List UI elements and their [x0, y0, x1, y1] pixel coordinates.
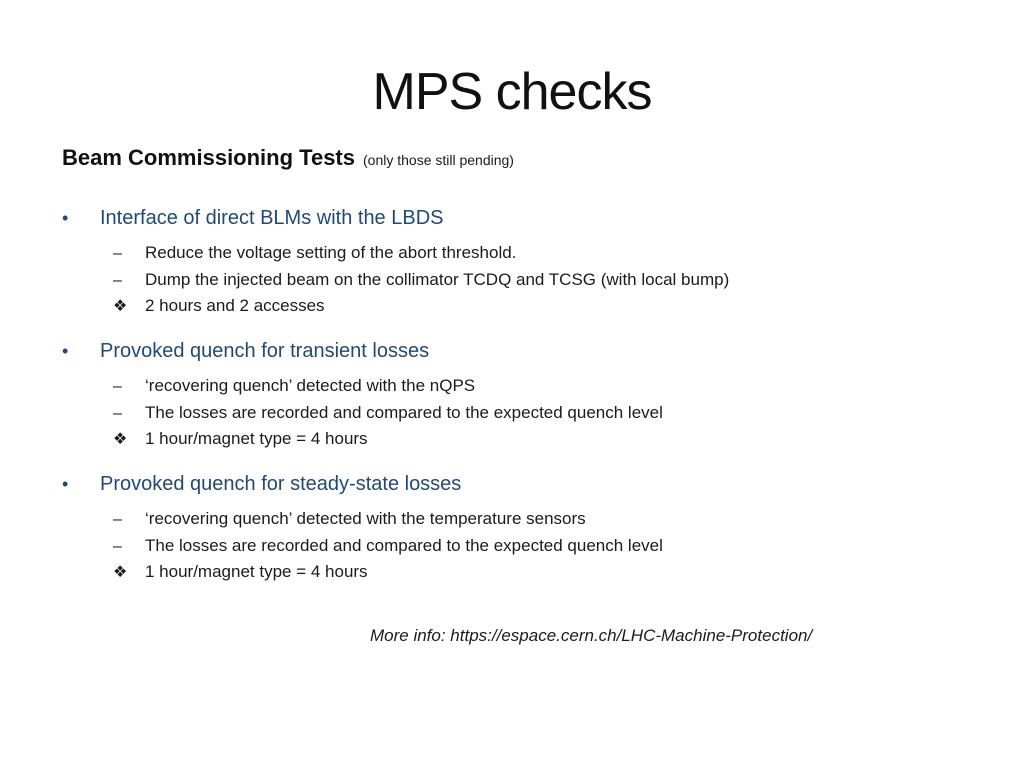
dash-bullet-icon: – — [113, 378, 122, 395]
section-heading-row — [0, 205, 1024, 232]
list-item — [0, 559, 1024, 586]
section-heading-row — [0, 471, 1024, 498]
diamond-bullet-icon: ❖ — [113, 298, 128, 315]
dash-bullet-icon: – — [113, 245, 122, 262]
list-item-text: ‘recovering quench’ detected with the nQPS — [145, 376, 476, 395]
diamond-bullet-icon: ❖ — [113, 564, 128, 581]
dash-bullet-icon: – — [113, 537, 122, 555]
slide-title: MPS checks — [372, 63, 652, 121]
list-item — [0, 400, 1024, 427]
list-item-text: 1 hour/magnet type = 4 hours — [145, 562, 368, 581]
list-item-text: The losses are recorded and compared to the expected quench level — [145, 535, 663, 555]
list-item — [0, 240, 1024, 267]
bullet-icon: • — [62, 208, 69, 228]
dash-bullet-icon: – — [113, 511, 122, 528]
bullet-icon: • — [62, 474, 69, 494]
list-item — [0, 267, 1024, 294]
slide-subtitle — [62, 145, 514, 171]
list-item-text: Reduce the voltage setting of the abort threshold. — [145, 243, 517, 262]
list-item — [0, 426, 1024, 453]
list-item-text: The losses are recorded and compared to the expected quench level — [145, 402, 663, 422]
list-item-text: 1 hour/magnet type = 4 hours — [145, 429, 368, 448]
bullet-section-steady-state-quench — [0, 471, 1024, 586]
list-item-text: ‘recovering quench’ detected with the temperature sensors — [145, 509, 586, 528]
list-item — [0, 506, 1024, 533]
more-info-note: More info: https://espace.cern.ch/LHC-Machine-Protection/ — [370, 626, 813, 645]
diamond-bullet-icon: ❖ — [113, 431, 128, 448]
subtitle-main: Beam Commissioning Tests — [62, 145, 355, 170]
bullet-section-transient-quench — [0, 338, 1024, 453]
section-heading: Interface of direct BLMs with the LBDS — [100, 207, 444, 229]
list-item — [0, 293, 1024, 320]
section-heading: Provoked quench for steady-state losses — [100, 473, 462, 495]
dash-bullet-icon: – — [113, 404, 122, 422]
section-heading: Provoked quench for transient losses — [100, 340, 430, 362]
list-item — [0, 373, 1024, 400]
list-item-text: 2 hours and 2 accesses — [145, 296, 325, 315]
list-item-text: Dump the injected beam on the collimator TCDQ and TCSG (with local bump) — [145, 269, 730, 289]
bullet-section-blm-lbds — [0, 205, 1024, 320]
subtitle-note: (only those still pending) — [363, 152, 514, 168]
section-heading-row — [0, 338, 1024, 365]
bullet-icon: • — [62, 341, 69, 361]
dash-bullet-icon: – — [113, 271, 122, 289]
list-item — [0, 533, 1024, 560]
